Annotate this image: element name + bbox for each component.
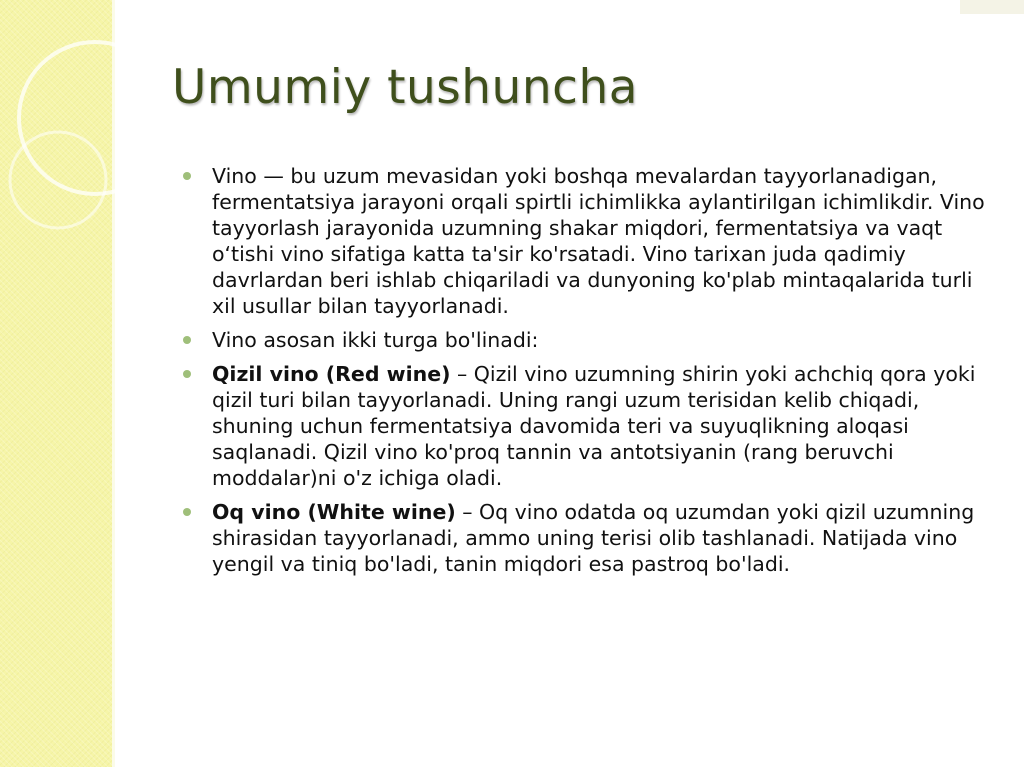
bullet-item (183, 163, 993, 319)
bullet-bold-term: Qizil vino (Red wine) (212, 362, 451, 386)
bullet-text: – Oq vino odatda oq uzumdan yoki qizil uzumning shirasidan tayyorlanadi, ammo uning terisi olib tashlanadi. Natijada vino yengil va tiniq bo'ladi, tanin miqdori esa pastroq bo'ladi. (212, 500, 975, 576)
bullet-bold-term: Oq vino (White wine) (212, 500, 456, 524)
bullet-dot-icon (183, 370, 191, 378)
top-right-accent (960, 0, 1024, 14)
slide-title: Umumiy tushuncha (172, 60, 639, 115)
bullet-text: Vino — bu uzum mevasidan yoki boshqa mevalardan tayyorlanadigan, fermentatsiya jarayoni orqali spirtli ichimlikka aylantirilgan ichimlikdir. Vino tayyorlash jarayonida uzumning shakar miqdori, fermentatsiya va vaqt o‘tishi vino sifatiga katta ta'sir ko'rsatadi. Vino tarixan juda qadimiy davrlardan beri ishlab chiqariladi va dunyoning ko'plab mintaqalarida turli xil usullar bilan tayyorlanadi. (212, 164, 985, 318)
bullet-text: Vino asosan ikki turga bo'linadi: (212, 328, 539, 352)
bullet-dot-icon (183, 172, 191, 180)
bullet-item (183, 499, 993, 577)
decorative-arcs-icon (0, 0, 200, 260)
bullet-dot-icon (183, 508, 191, 516)
bullet-item (183, 361, 993, 491)
bullet-list (183, 163, 993, 585)
bullet-dot-icon (183, 336, 191, 344)
bullet-item (183, 327, 993, 353)
bullet-text: – Qizil vino uzumning shirin yoki achchiq qora yoki qizil turi bilan tayyorlanadi. Uning rangi uzum terisidan kelib chiqadi, shuning uchun fermentatsiya davomida teri va suyuqlikning aloqasi saqlanadi. Qizil vino ko'proq tannin va antotsiyanin (rang beruvchi moddalar)ni o'z ichiga oladi. (212, 362, 976, 490)
